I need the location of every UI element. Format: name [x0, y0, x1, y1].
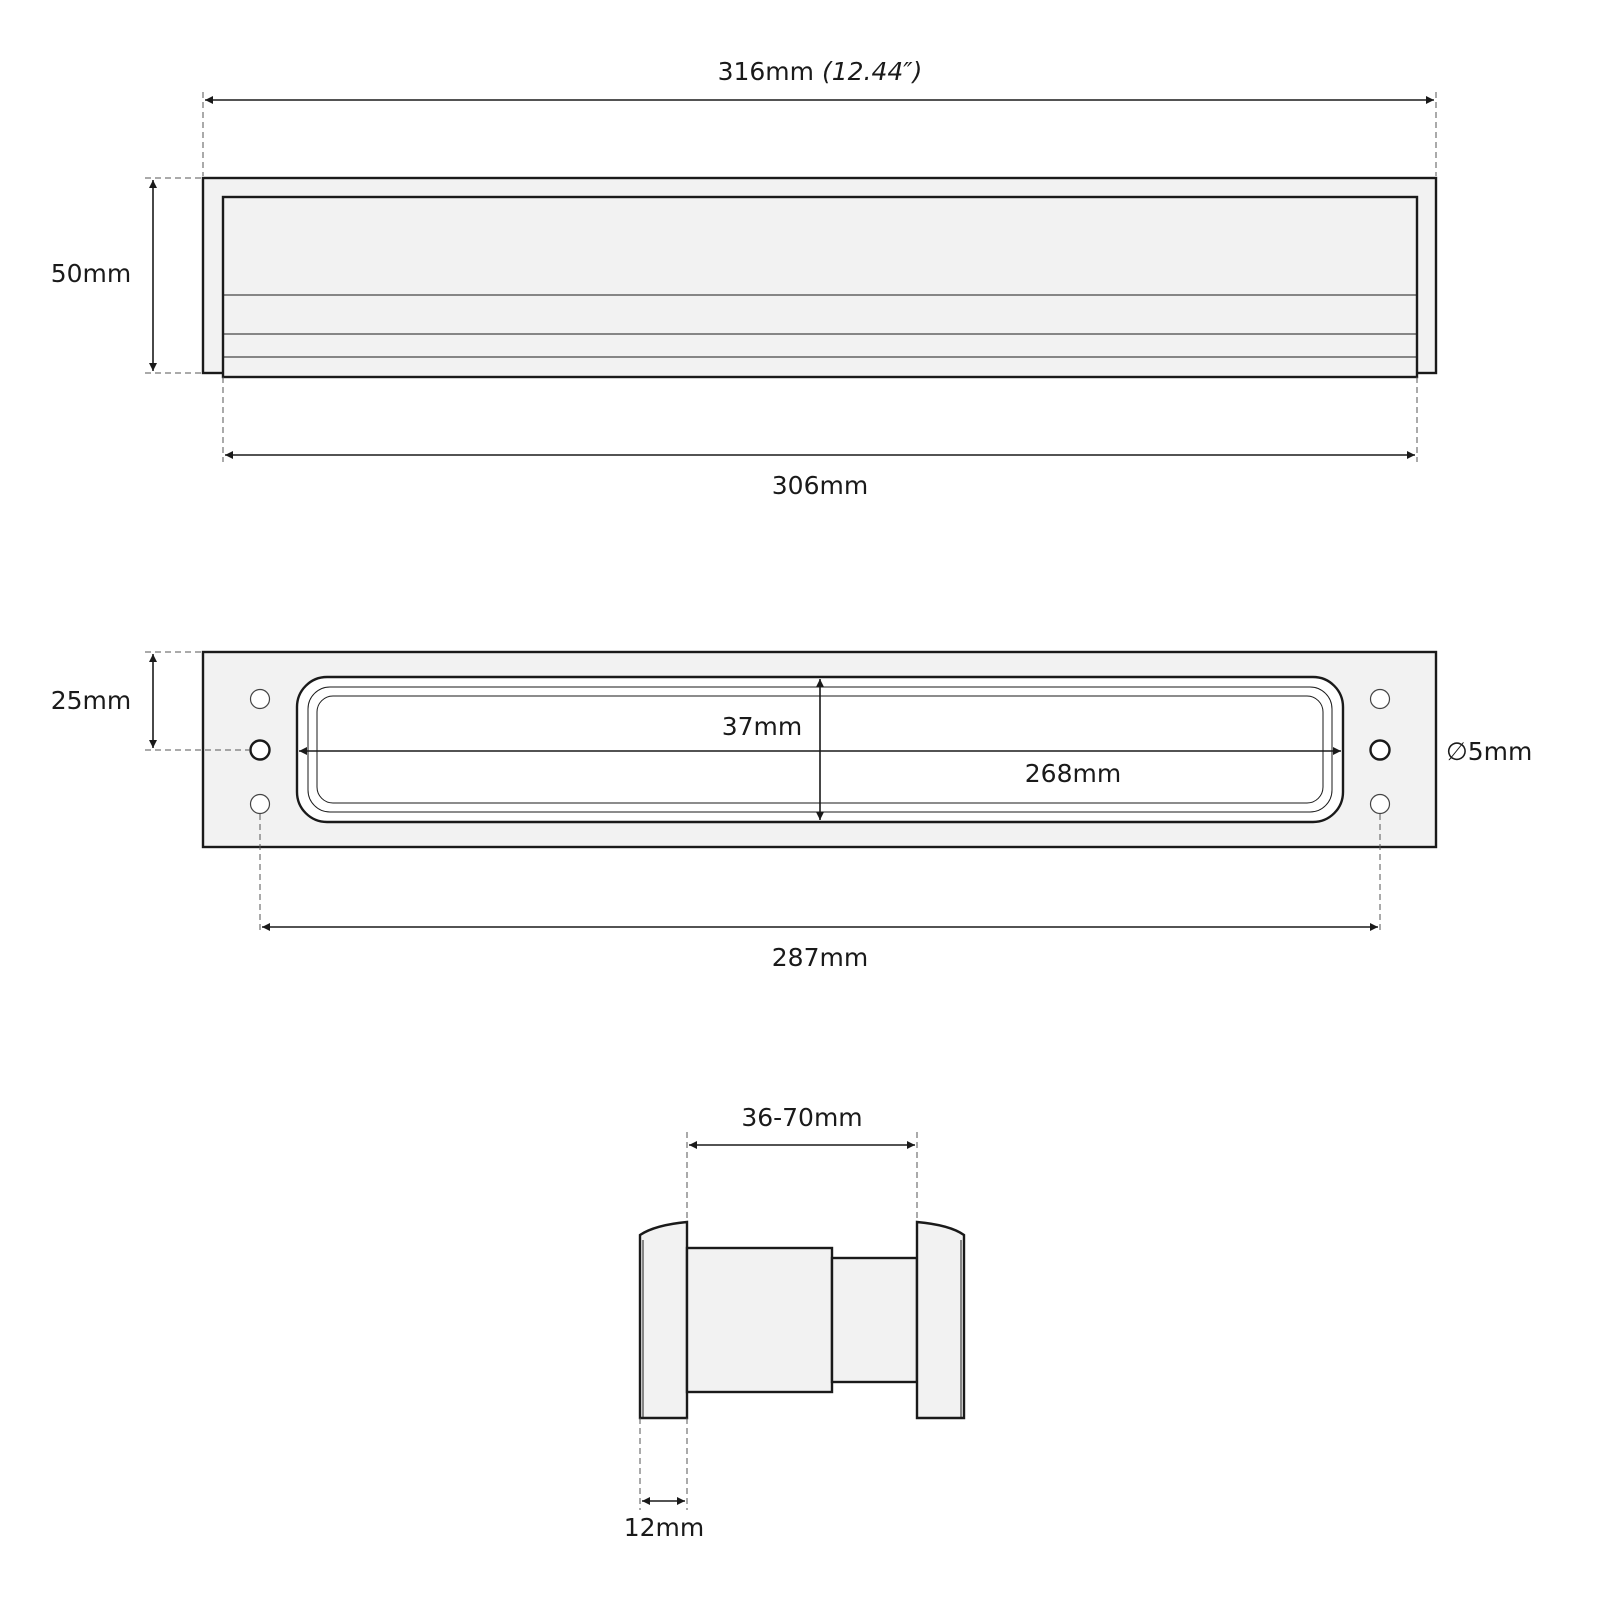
right-fixing-hole — [1371, 741, 1390, 760]
left-lower-hole — [251, 795, 270, 814]
top-view — [51, 57, 1436, 500]
opening-height-label: 37mm — [721, 712, 803, 741]
right-flange — [917, 1222, 964, 1418]
inner-width-label: 306mm — [771, 471, 869, 500]
opening-width-label: 268mm — [1024, 759, 1122, 788]
left-fixing-hole — [251, 741, 270, 760]
front-view — [51, 652, 1533, 972]
door-thickness-label: 36-70mm — [741, 1103, 863, 1132]
hole-spacing-label: 287mm — [771, 943, 869, 972]
flange-depth-label: 12mm — [623, 1513, 705, 1542]
right-upper-hole — [1371, 690, 1390, 709]
hole-offset-label: 25mm — [50, 686, 132, 715]
left-flange — [640, 1222, 687, 1418]
side-view — [624, 1103, 964, 1542]
right-lower-hole — [1371, 795, 1390, 814]
overall-width-label: 316mm (12.44″) — [717, 57, 923, 86]
height-label: 50mm — [50, 259, 132, 288]
outer-sleeve — [832, 1258, 917, 1382]
inner-sleeve — [687, 1248, 832, 1392]
left-upper-hole — [251, 690, 270, 709]
hole-diameter-label: ∅5mm — [1446, 737, 1533, 766]
inner-flap — [223, 197, 1417, 377]
